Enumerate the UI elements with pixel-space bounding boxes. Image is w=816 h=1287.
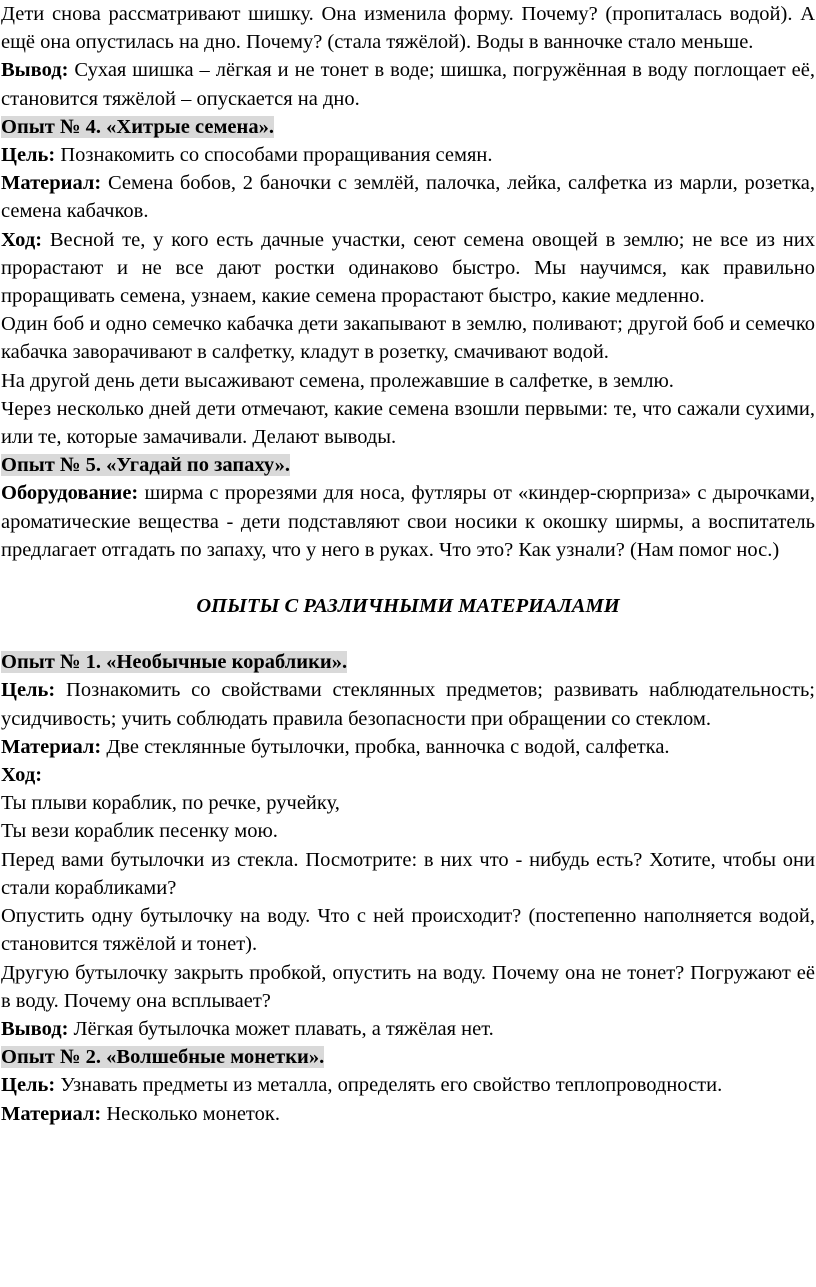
goal-text: Узнавать предметы из металла, определять его свойство теплопроводности. [55,1074,723,1097]
conclusion-label: Вывод: [1,59,69,82]
course-label: Ход: [1,228,43,251]
experiment-4-title-text: Опыт № 4. «Хитрые семена». [1,115,274,138]
materials-experiment-1-step-2: Опустить одну бутылочку на воду. Что с ней происходит? (постепенно наполняется водой, становится тяжёлой и тонет). [1,905,815,956]
materials-experiment-1-goal [1,676,815,732]
materials-experiment-1-title [1,648,815,676]
material-label: Материал: [1,1102,102,1125]
experiment-4-goal [1,141,815,169]
conclusion-cone [1,56,815,112]
conclusion-text: Сухая шишка – лёгкая и не тонет в воде; шишка, погружённая в воду поглощает её, становится тяжёлой – опускается на дно. [1,59,815,110]
materials-experiment-1-conclusion [1,1015,815,1043]
experiment-5-title-text: Опыт № 5. «Угадай по запаху». [1,454,290,477]
materials-experiment-2-material [1,1100,815,1128]
verse-line-1: Ты плыви кораблик, по речке, ручейку, [1,792,340,815]
paragraph-cone-observation: Дети снова рассматривают шишку. Она изменила форму. Почему? (пропиталась водой). А ещё она опустилась на дно. Почему? (стала тяжёлой). Воды в ванночке стало меньше. [1,3,815,54]
experiment-5-equipment [1,479,815,564]
experiment-4-step-1: Один боб и одно семечко кабачка дети закапывают в землю, поливают; другой боб и семечко кабачка заворачивают в салфетку, кладут в розетку, смачивают водой. [1,313,815,364]
materials-experiment-1-title-text: Опыт № 1. «Необычные кораблики». [1,651,348,674]
equipment-label: Оборудование: [1,482,139,505]
material-label: Материал: [1,172,102,195]
goal-label: Цель: [1,144,56,167]
goal-label: Цель: [1,1074,56,1097]
verse-line-2: Ты вези кораблик песенку мою. [1,820,278,843]
experiment-4-title [1,113,815,141]
conclusion-label: Вывод: [1,1017,69,1040]
experiment-5-title [1,451,815,479]
goal-text: Познакомить со свойствами стеклянных предметов; развивать наблюдательность; усидчивость; учить соблюдать правила безопасности при обращении со стеклом. [1,679,815,730]
experiment-4-material [1,169,815,225]
materials-experiment-2-title-text: Опыт № 2. «Волшебные монетки». [1,1046,325,1069]
section-heading: ОПЫТЫ С РАЗЛИЧНЫМИ МАТЕРИАЛАМИ [196,595,620,618]
experiment-4-step-2: На другой день дети высаживают семена, пролежавшие в салфетке, в землю. [1,369,674,392]
material-text: Две стеклянные бутылочки, пробка, ванночка с водой, салфетка. [101,735,670,758]
materials-experiment-1-step-3: Другую бутылочку закрыть пробкой, опустить на воду. Почему она не тонет? Погружают её в воду. Почему она всплывает? [1,961,815,1012]
course-label: Ход: [1,764,43,787]
material-text: Семена бобов, 2 баночки с землёй, палочка, лейка, салфетка из марли, розетка, семена кабачков. [1,172,815,223]
material-text: Несколько монеток. [101,1102,280,1125]
materials-experiment-2-title [1,1043,815,1071]
equipment-text: ширма с прорезями для носа, футляры от «киндер-сюрприза» с дырочками, ароматические вещества - дети подставляют свои носики к окошку ширмы, а воспитатель предлагает отгадать по запаху, что у него в руках. Что это? Как узнали? (Нам помог нос.) [1,482,815,561]
materials-experiment-1-material [1,733,815,761]
course-text: Весной те, у кого есть дачные участки, сеют семена овощей в землю; не все из них прорастают и не все дают ростки одинаково быстро. Мы научимся, как правильно проращивать семена, узнаем, какие семена прорастают быстро, какие медленно. [1,228,815,308]
experiment-4-step-3: Через несколько дней дети отмечают, какие семена взошли первыми: те, что сажали сухими, или те, которые замачивали. Делают выводы. [1,397,815,449]
goal-label: Цель: [1,679,56,702]
materials-experiment-2-goal [1,1071,815,1099]
materials-experiment-1-step-1: Перед вами бутылочки из стекла. Посмотрите: в них что - нибудь есть? Хотите, чтобы они стали корабликами? [1,848,815,899]
goal-text: Познакомить со способами проращивания семян. [55,144,493,167]
experiment-4-course [1,226,815,311]
materials-experiment-1-course [1,761,815,789]
conclusion-text: Лёгкая бутылочка может плавать, а тяжёлая нет. [68,1017,494,1040]
material-label: Материал: [1,735,102,758]
